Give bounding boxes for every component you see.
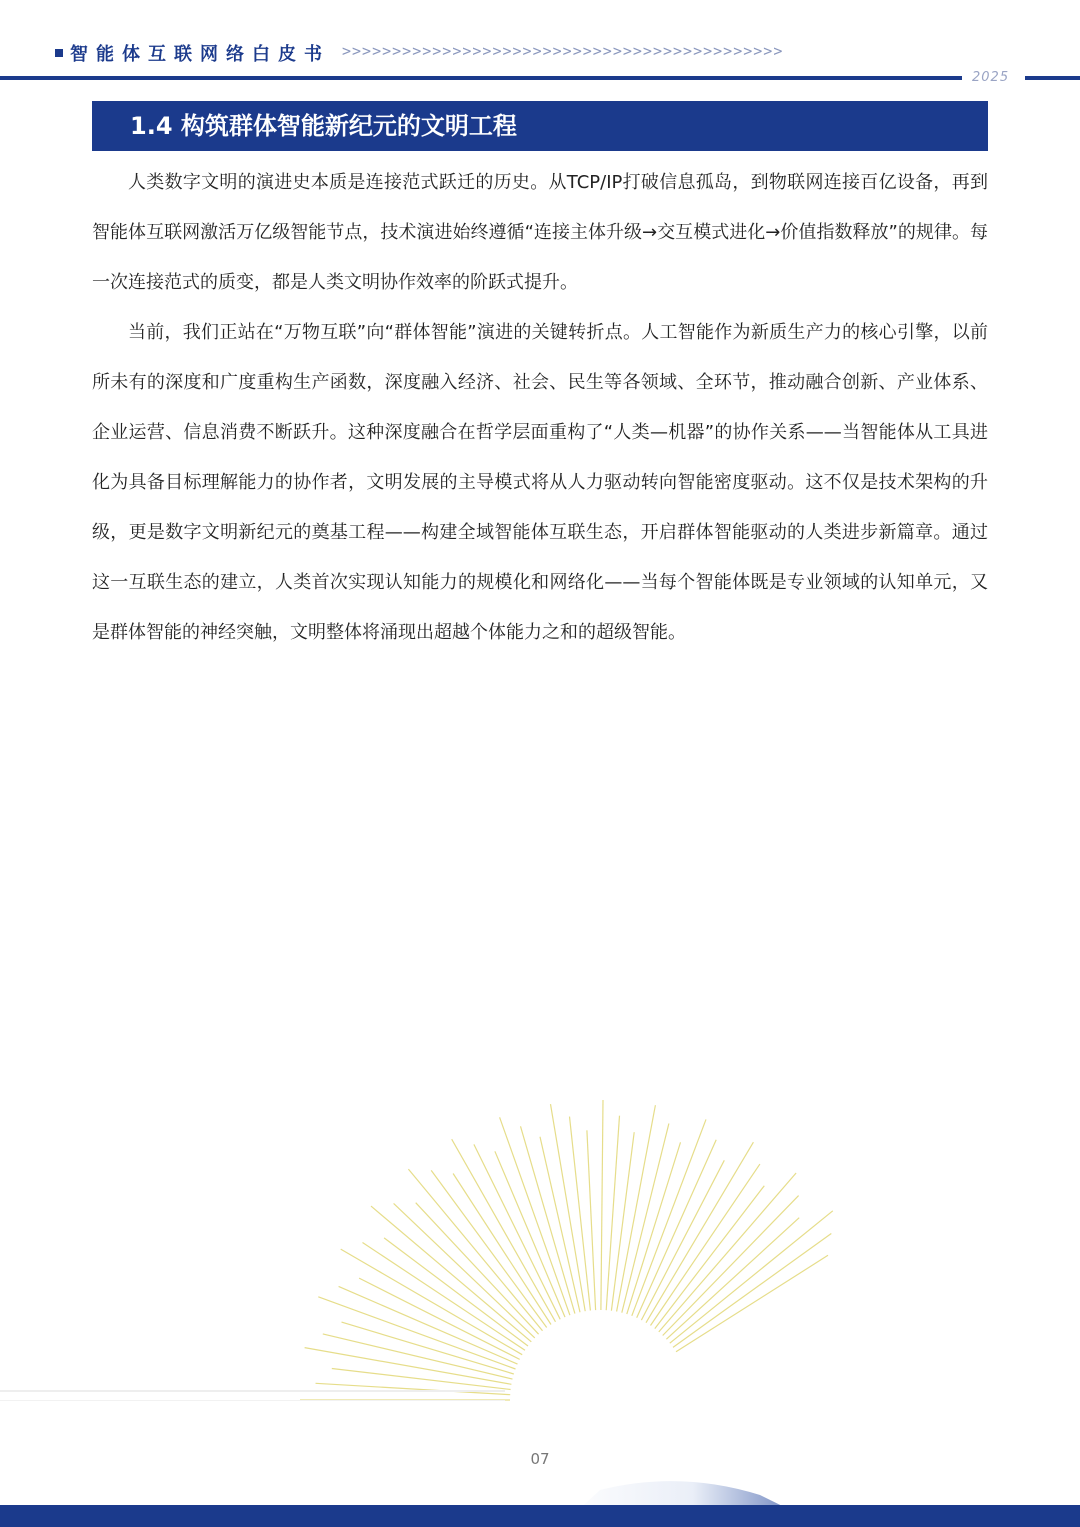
fan-ray <box>637 1140 717 1318</box>
fan-ray <box>617 1105 656 1311</box>
paragraph-1: 人类数字文明的演进史本质是连接范式跃迁的历史。从TCP/IP打破信息孤岛，到物联网连接百亿设备，再到智能体互联网激活万亿级智能节点，技术演进始终遵循“连接主体升级→交互模式进化→价值指数释放”的规律。每一次连接范式的质变，都是人类文明协作效率的阶跃式提升。 <box>92 172 988 293</box>
fan-ray <box>339 1286 518 1364</box>
header-square-icon <box>55 49 63 57</box>
paragraph-2: 当前，我们正站在“万物互联”向“群体智能”演进的关键转折点。人工智能作为新质生产力的核心引擎，以前所未有的深度和广度重构生产函数，深度融入经济、社会、民生等各领域、全环节，推动融合创新、产业体系、企业运营、信息消费不断跃升。这种深度融合在哲学层面重构了“人类—机器”的协作关系——当智能体从工具进化为具备目标理解能力的协作者，文明发展的主导模式将从人力驱动转向智能密度驱动。这不仅是技术架构的升级，更是数字文明新纪元的奠基工程——构建全域智能体互联生态，开启群体智能驱动的人类进步新篇章。通过这一互联生态的建立，人类首次实现认知能力的规模化和网络化——当每个智能体既是专业领域的认知单元，又是群体智能的神经突触，文明整体将涌现出超越个体能力之和的超级智能。 <box>92 322 988 643</box>
fan-ray <box>655 1186 765 1329</box>
fan-ray <box>363 1243 526 1351</box>
fan-ray <box>521 1126 575 1313</box>
fan-ray <box>651 1164 760 1325</box>
fan-ray <box>305 1348 512 1385</box>
body-text <box>92 158 988 658</box>
fan-ray <box>622 1124 669 1313</box>
fan-ray <box>587 1130 596 1310</box>
fan-ray <box>627 1142 681 1314</box>
page-header <box>0 0 1080 90</box>
fan-ray <box>676 1255 828 1352</box>
fan-ray <box>359 1278 520 1359</box>
fan-ray <box>666 1218 799 1340</box>
fan-ray <box>416 1203 539 1335</box>
fan-ray <box>606 1116 619 1311</box>
fan-ray <box>316 1383 511 1394</box>
header-title: 智能体互联网络白皮书 <box>70 44 330 65</box>
fan-ray <box>342 1322 514 1374</box>
section-title: 1.4 构筑群体智能新纪元的文明工程 <box>92 101 988 151</box>
fan-ray <box>431 1170 547 1327</box>
header-year: 2025 <box>972 70 1010 85</box>
header-divider-right <box>1025 76 1080 80</box>
fan-ray <box>646 1142 753 1323</box>
footer-bar <box>0 1505 1080 1527</box>
page-number: 07 <box>530 1450 550 1468</box>
fan-ray <box>663 1196 799 1336</box>
fan-ray <box>611 1132 634 1311</box>
fan-ray <box>601 1100 603 1310</box>
fan-ray <box>673 1234 831 1348</box>
header-chevrons: >>>>>>>>>>>>>>>>>>>>>>>>>>>>>>>>>>>>>>>>>>>> <box>342 42 784 60</box>
header-divider-left <box>0 76 962 80</box>
fan-ray <box>384 1238 528 1346</box>
